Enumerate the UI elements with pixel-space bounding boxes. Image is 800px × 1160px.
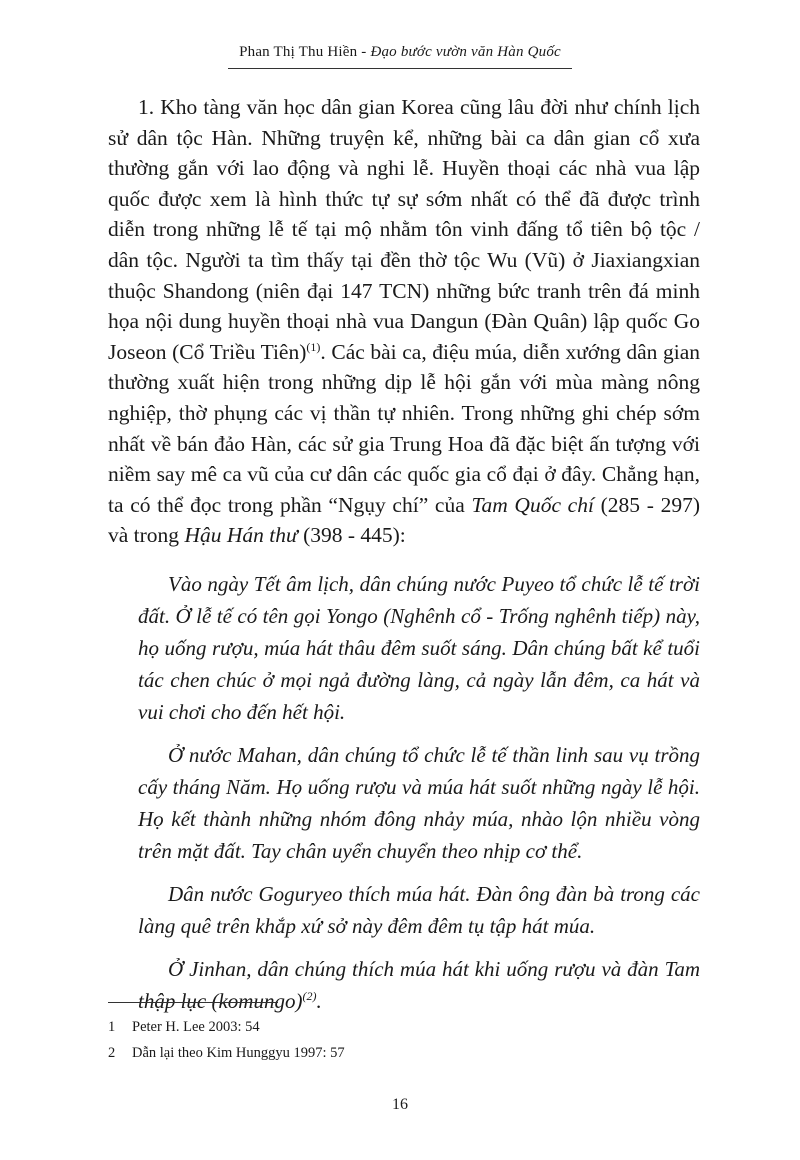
footnote-number: 2	[108, 1045, 116, 1061]
paragraph-1	[108, 92, 700, 551]
paragraph-1-text-b: . Các bài ca, điệu múa, diễn xướng dân gian thường xuất hiện trong những dịp lễ hội gắn với mùa màng nông nghiệp, thờ phụng các vị thần tự nhiên. Trong những ghi chép sớm nhất về bán đảo Hàn, các sử gia Trung Hoa đã đặc biệt ấn tượng với niềm say mê ca vũ của cư dân các quốc gia cổ đại ở đây. Chẳng hạn, ta có thể đọc trong phần “Ngụy chí” của	[108, 339, 700, 517]
header-rule	[228, 68, 572, 69]
quote-mahan: Ở nước Mahan, dân chúng tổ chức lễ tế thần linh sau vụ trồng cấy tháng Năm. Họ uống rượu và múa hát suốt những ngày lễ hội. Họ kết thành những nhóm đông nhảy múa, nhào lộn nhiều vòng trên mặt đất. Tay chân uyển chuyển theo nhịp cơ thể.	[138, 743, 700, 863]
quote-jinhan	[138, 953, 700, 1017]
quote-puyeo: Vào ngày Tết âm lịch, dân chúng nước Puyeo tổ chức lễ tế trời đất. Ở lễ tế có tên gọi Yongo (Nghênh cổ - Trống nghênh tiếp) này, họ uống rượu, múa hát thâu đêm suốt sáng. Dân chúng bất kể tuổi tác chen chúc ở mọi ngả đường làng, cả ngày lẫn đêm, ca hát và vui chơi cho đến hết hội.	[138, 572, 700, 724]
quote-goguryeo: Dân nước Goguryeo thích múa hát. Đàn ông đàn bà trong các làng quê trên khắp xứ sở này đêm đêm tụ tập hát múa.	[138, 882, 700, 938]
footnote-ref-2: (2)	[302, 989, 317, 1003]
title-hau-han-thu: Hậu Hán thư	[184, 523, 298, 548]
header-book-title: Đạo bước vườn văn Hàn Quốc	[370, 44, 561, 60]
footnote-1	[108, 1018, 700, 1036]
running-header	[0, 44, 800, 61]
body-text	[108, 92, 700, 551]
footnote-text: Peter H. Lee 2003: 54	[132, 1019, 260, 1035]
footnotes	[108, 1018, 700, 1070]
header-author: Phan Thị Thu Hiền	[239, 44, 358, 60]
title-tam-quoc-chi: Tam Quốc chí	[471, 492, 594, 517]
footnote-number: 1	[108, 1019, 116, 1035]
paragraph-1-text-a: 1. Kho tàng văn học dân gian Korea cũng lâu đời như chính lịch sử dân tộc Hàn. Những truyện kể, những bài ca dân gian cổ xưa thường gắn với lao động và nghi lễ. Huyền thoại các nhà vua lập quốc được xem là hình thức tự sự sớm nhất có thể đã được trình diễn trong những lễ tế tại mộ nhằm tôn vinh đấng tổ tiên bộ tộc / dân tộc. Người ta tìm thấy tại đền thờ tộc Wu (Vũ) ở Jiaxiangxian thuộc Shandong (niên đại 147 TCN) những bức tranh trên đá minh họa nội dung huyền thoại nhà vua Dangun (Đàn Quân) lập quốc Go Joseon (Cổ Triều Tiên)	[108, 95, 700, 364]
footnote-text: Dẫn lại theo Kim Hunggyu 1997: 57	[132, 1045, 345, 1061]
footnote-ref-1: (1)	[306, 339, 321, 354]
footnote-rule	[108, 1002, 278, 1003]
header-separator: -	[357, 44, 371, 60]
page-number: 16	[392, 1096, 408, 1113]
quote-jinhan-text: Ở Jinhan, dân chúng thích múa hát khi uống rượu và đàn Tam thập lục (komungo)	[138, 957, 700, 1013]
paragraph-1-text-c: (285 - 297) và trong	[108, 492, 700, 548]
paragraph-1-text-d: (398 - 445):	[297, 523, 406, 548]
quote-jinhan-end: .	[316, 989, 322, 1013]
block-quotes	[138, 568, 700, 1028]
footnote-2	[108, 1044, 700, 1062]
